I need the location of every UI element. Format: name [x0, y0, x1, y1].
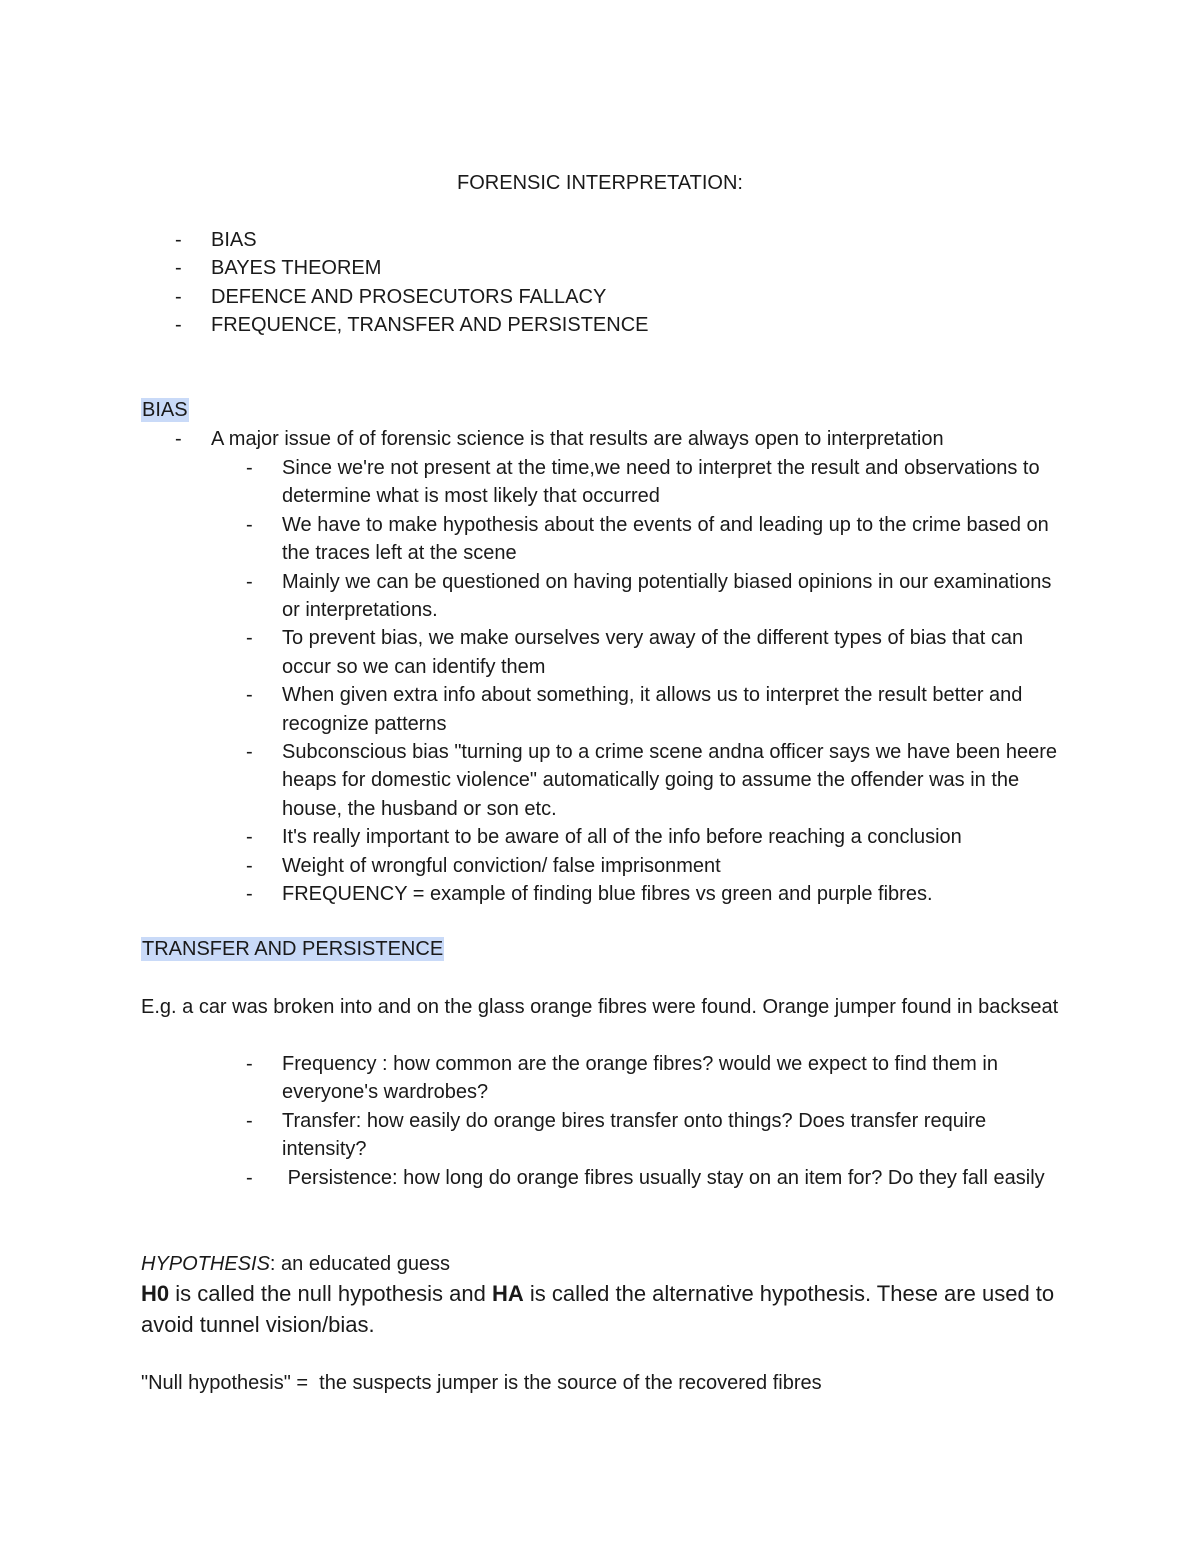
- bias-sub-point-text: Mainly we can be questioned on having potentially biased opinions in our examinations or interpretations.: [282, 570, 1052, 622]
- outline-item: [0, 226, 648, 254]
- outline-item: [0, 311, 648, 339]
- transfer-point: [0, 1164, 1072, 1192]
- bias-sub-point-text: Weight of wrongful conviction/ false imprisonment: [282, 854, 721, 877]
- hypothesis-term: HYPOTHESIS: [141, 1253, 270, 1275]
- hypothesis-explanation: [141, 1278, 1061, 1340]
- dash-bullet: -: [246, 883, 253, 906]
- dash-bullet: -: [175, 229, 182, 251]
- dash-bullet: -: [246, 854, 253, 877]
- bias-sub-point: [0, 568, 1072, 625]
- bias-sub-point-text: To prevent bias, we make ourselves very away of the different types of bias that can occur so we can identify them: [282, 627, 1024, 678]
- hypothesis-definition-text: : an educated guess: [269, 1253, 451, 1275]
- ha-label: HA: [492, 1281, 524, 1306]
- page-title: FORENSIC INTERPRETATION:: [457, 172, 743, 194]
- bias-sub-point-text: Since we're not present at the time,we need to interpret the result and observations to determine what is most likely that occurred: [282, 457, 1040, 508]
- bias-sub-point-text: We have to make hypothesis about the events of and leading up to the crime based on the traces left at the scene: [282, 513, 1049, 565]
- bias-sub-point-text: FREQUENCY = example of finding blue fibres vs green and purple fibres.: [282, 883, 933, 906]
- outline-item: [0, 254, 648, 282]
- outline-item-text: BIAS: [211, 229, 257, 251]
- bias-sub-point-text: It's really important to be aware of all of the info before reaching a conclusion: [282, 826, 962, 849]
- bias-sub-point: [0, 454, 1072, 511]
- bias-sub-point-text: Subconscious bias "turning up to a crime scene andna officer says we have been heere heaps for domestic violence" automatically going to assume the offender was in the house, the husband or son etc.: [282, 741, 1057, 820]
- dash-bullet: -: [175, 285, 182, 308]
- bias-sub-point: [0, 624, 1072, 681]
- dash-bullet: -: [246, 1053, 253, 1075]
- dash-bullet: -: [175, 428, 182, 450]
- transfer-persistence-heading: TRANSFER AND PERSISTENCE: [142, 938, 444, 960]
- dash-bullet: -: [246, 570, 253, 593]
- transfer-points-list: [0, 1050, 1072, 1192]
- dash-bullet: -: [246, 627, 253, 650]
- null-hypothesis-statement: "Null hypothesis" = the suspects jumper is the source of the recovered fibres: [141, 1372, 822, 1394]
- transfer-point: [0, 1050, 1072, 1107]
- transfer-example-paragraph: E.g. a car was broken into and on the glass orange fibres were found. Orange jumper found in backseat: [141, 996, 1059, 1018]
- bias-sub-point: [0, 511, 1072, 568]
- outline-item-text: FREQUENCE, TRANSFER AND PERSISTENCE: [211, 314, 649, 337]
- transfer-point-text: Transfer: how easily do orange bires transfer onto things? Does transfer require intensity?: [282, 1109, 987, 1161]
- bias-sub-point: [0, 880, 1072, 908]
- ha-text: is called the alternative hypothesis. These are used to avoid tunnel vision/bias.: [141, 1281, 1055, 1337]
- dash-bullet: -: [175, 257, 182, 280]
- outline-item: [0, 283, 648, 311]
- transfer-point-text: Frequency : how common are the orange fibres? would we expect to find them in everyone's wardrobes?: [282, 1053, 998, 1104]
- bias-sub-list: [0, 454, 1072, 909]
- dash-bullet: -: [175, 314, 182, 337]
- dash-bullet: -: [246, 513, 253, 536]
- bias-sub-point: [0, 681, 1072, 738]
- dash-bullet: -: [246, 826, 253, 849]
- bias-sub-point: [0, 852, 1072, 880]
- dash-bullet: -: [246, 741, 253, 764]
- bias-sub-point: [0, 823, 1072, 851]
- topic-outline-list: [0, 226, 648, 340]
- bias-sub-point: [0, 738, 1072, 823]
- hypothesis-definition: [141, 1250, 1061, 1278]
- h0-label: H0: [141, 1281, 170, 1306]
- bias-sub-point-text: When given extra info about something, it allows us to interpret the result better and recognize patterns: [282, 684, 1023, 735]
- dash-bullet: -: [246, 1166, 253, 1189]
- h0-text: is called the null hypothesis and: [169, 1281, 492, 1306]
- dash-bullet: -: [246, 1109, 253, 1132]
- outline-item-text: BAYES THEOREM: [211, 257, 382, 280]
- transfer-point-text: Persistence: how long do orange fibres usually stay on an item for? Do they fall easily: [282, 1166, 1045, 1189]
- bias-section-heading: BIAS: [142, 399, 188, 421]
- bias-main-point-text: A major issue of of forensic science is that results are always open to interpretation: [211, 428, 944, 450]
- dash-bullet: -: [246, 457, 253, 479]
- bias-main-list: [0, 425, 944, 453]
- outline-item-text: DEFENCE AND PROSECUTORS FALLACY: [211, 285, 607, 308]
- dash-bullet: -: [246, 684, 253, 707]
- bias-main-point: [0, 425, 944, 453]
- transfer-point: [0, 1107, 1072, 1164]
